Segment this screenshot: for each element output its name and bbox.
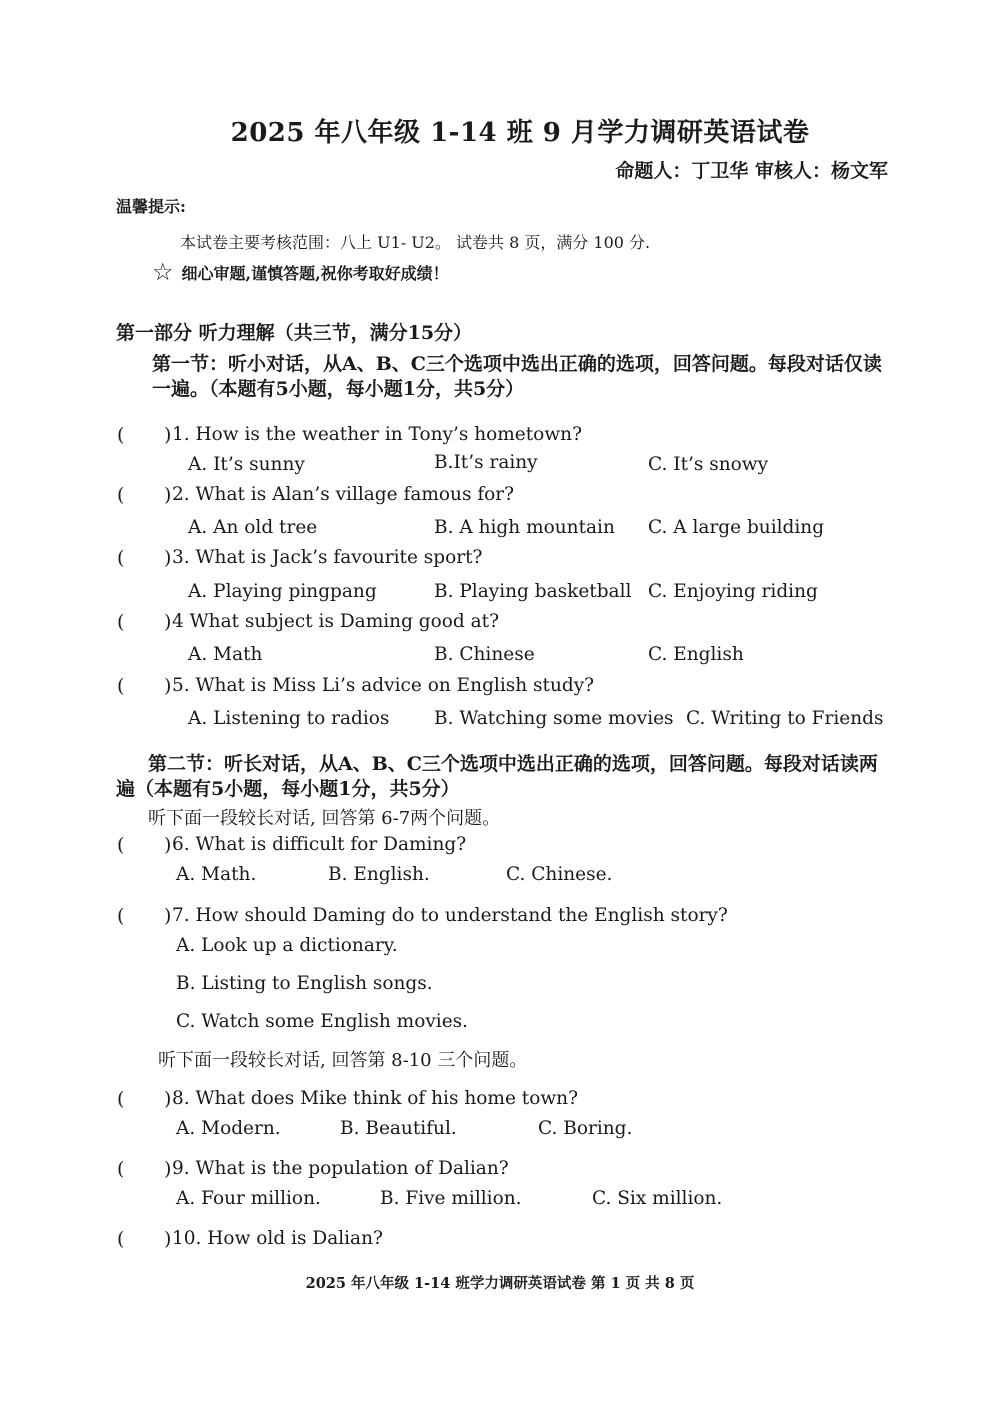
section1-heading: 第一节：听小对话，从A、B、C三个选项中选出正确的选项，回答问题。每段对话仅读一遍。（本题有5小题，每小题1分，共5分） xyxy=(152,353,882,400)
option-c: C. Writing to Friends xyxy=(686,708,884,729)
option-b: B. A high mountain xyxy=(434,517,615,538)
option-c: C. A large building xyxy=(648,517,825,538)
answer-paren-close: ) xyxy=(164,834,172,856)
question-stem: 7. How should Daming do to understand the English story? xyxy=(172,905,728,926)
question-stem: 2. What is Alan’s village famous for? xyxy=(172,484,515,505)
option-c: C. Six million. xyxy=(592,1188,723,1209)
section2-heading: 第二节：听长对话，从A、B、C三个选项中选出正确的选项，回答问题。每段对话读两遍（本题有5小题，每小题1分，共5分） xyxy=(116,753,878,800)
question-stem: 10. How old is Dalian? xyxy=(172,1228,383,1249)
part1-heading: 第一部分 听力理解（共三节，满分15分） xyxy=(116,322,473,344)
answer-paren-open: ( xyxy=(117,484,125,506)
answer-paren-close: ) xyxy=(164,547,172,569)
option-b: B. Listing to English songs. xyxy=(176,973,433,994)
motto-line xyxy=(152,260,449,284)
answer-paren-close: ) xyxy=(164,611,172,633)
answer-paren-open: ( xyxy=(117,905,125,927)
option-a: A. It’s sunny xyxy=(188,454,305,475)
answer-paren-open: ( xyxy=(117,424,125,446)
answer-paren-close: ) xyxy=(164,675,172,697)
answer-paren-close: ) xyxy=(164,1228,172,1250)
option-a: A. Math. xyxy=(176,864,257,885)
option-b: B. Watching some movies xyxy=(434,708,674,729)
question-stem: 4 What subject is Daming good at? xyxy=(172,611,500,632)
star-outline-icon: ☆ xyxy=(152,258,174,286)
question-stem: 5. What is Miss Li’s advice on English study? xyxy=(172,675,595,696)
option-c: C. It’s snowy xyxy=(648,454,769,475)
question-stem: 8. What does Mike think of his home town? xyxy=(172,1088,579,1109)
option-a: A. Four million. xyxy=(176,1188,321,1209)
answer-paren-open: ( xyxy=(117,1228,125,1250)
option-a: A. Listening to radios xyxy=(188,708,390,729)
section2-intro-1: 听下面一段较长对话, 回答第 6-7两个问题。 xyxy=(148,808,501,829)
section2-intro-2: 听下面一段较长对话, 回答第 8-10 三个问题。 xyxy=(158,1050,528,1071)
answer-paren-close: ) xyxy=(164,1088,172,1110)
authors-line: 命题人：丁卫华 审核人：杨文军 xyxy=(615,160,888,182)
exam-scope-text: 本试卷主要考核范围：八上 U1- U2。 试卷共 8 页，满分 100 分. xyxy=(180,233,651,252)
option-b: B. Five million. xyxy=(380,1188,522,1209)
option-a: A. Math xyxy=(188,644,263,665)
option-c: C. Watch some English movies. xyxy=(176,1011,469,1032)
answer-paren-close: ) xyxy=(164,905,172,927)
tips-heading: 温馨提示: xyxy=(116,197,186,216)
page-footer: 2025 年八年级 1-14 班学力调研英语试卷 第 1 页 共 8 页 xyxy=(305,1275,695,1292)
question-stem: 1. How is the weather in Tony’s hometown? xyxy=(172,424,582,445)
question-stem: 9. What is the population of Dalian? xyxy=(172,1158,509,1179)
option-a: A. Look up a dictionary. xyxy=(176,935,398,956)
option-a: A. Playing pingpang xyxy=(188,581,377,602)
answer-paren-close: ) xyxy=(164,1158,172,1180)
answer-paren-open: ( xyxy=(117,1158,125,1180)
option-a: A. An old tree xyxy=(188,517,318,538)
answer-paren-open: ( xyxy=(117,1088,125,1110)
answer-paren-open: ( xyxy=(117,611,125,633)
option-c: C. Enjoying riding xyxy=(648,581,818,602)
answer-paren-close: ) xyxy=(164,424,172,446)
option-b: B.It’s rainy xyxy=(434,452,538,473)
option-c: C. Boring. xyxy=(538,1118,633,1139)
page-title: 2025 年八年级 1-14 班 9 月学力调研英语试卷 xyxy=(230,118,810,148)
option-b: B. English. xyxy=(328,864,430,885)
answer-paren-open: ( xyxy=(117,675,125,697)
option-c: C. Chinese. xyxy=(506,864,613,885)
answer-paren-open: ( xyxy=(117,547,125,569)
question-stem: 3. What is Jack’s favourite sport? xyxy=(172,547,483,568)
answer-paren-close: ) xyxy=(164,484,172,506)
answer-paren-open: ( xyxy=(117,834,125,856)
motto-text: 细心审题,谨慎答题,祝你考取好成绩！ xyxy=(181,263,449,283)
option-b: B. Beautiful. xyxy=(340,1118,457,1139)
option-c: C. English xyxy=(648,644,744,665)
option-b: B. Playing basketball xyxy=(434,581,632,602)
question-stem: 6. What is difficult for Daming? xyxy=(172,834,467,855)
option-a: A. Modern. xyxy=(176,1118,281,1139)
option-b: B. Chinese xyxy=(434,644,535,665)
